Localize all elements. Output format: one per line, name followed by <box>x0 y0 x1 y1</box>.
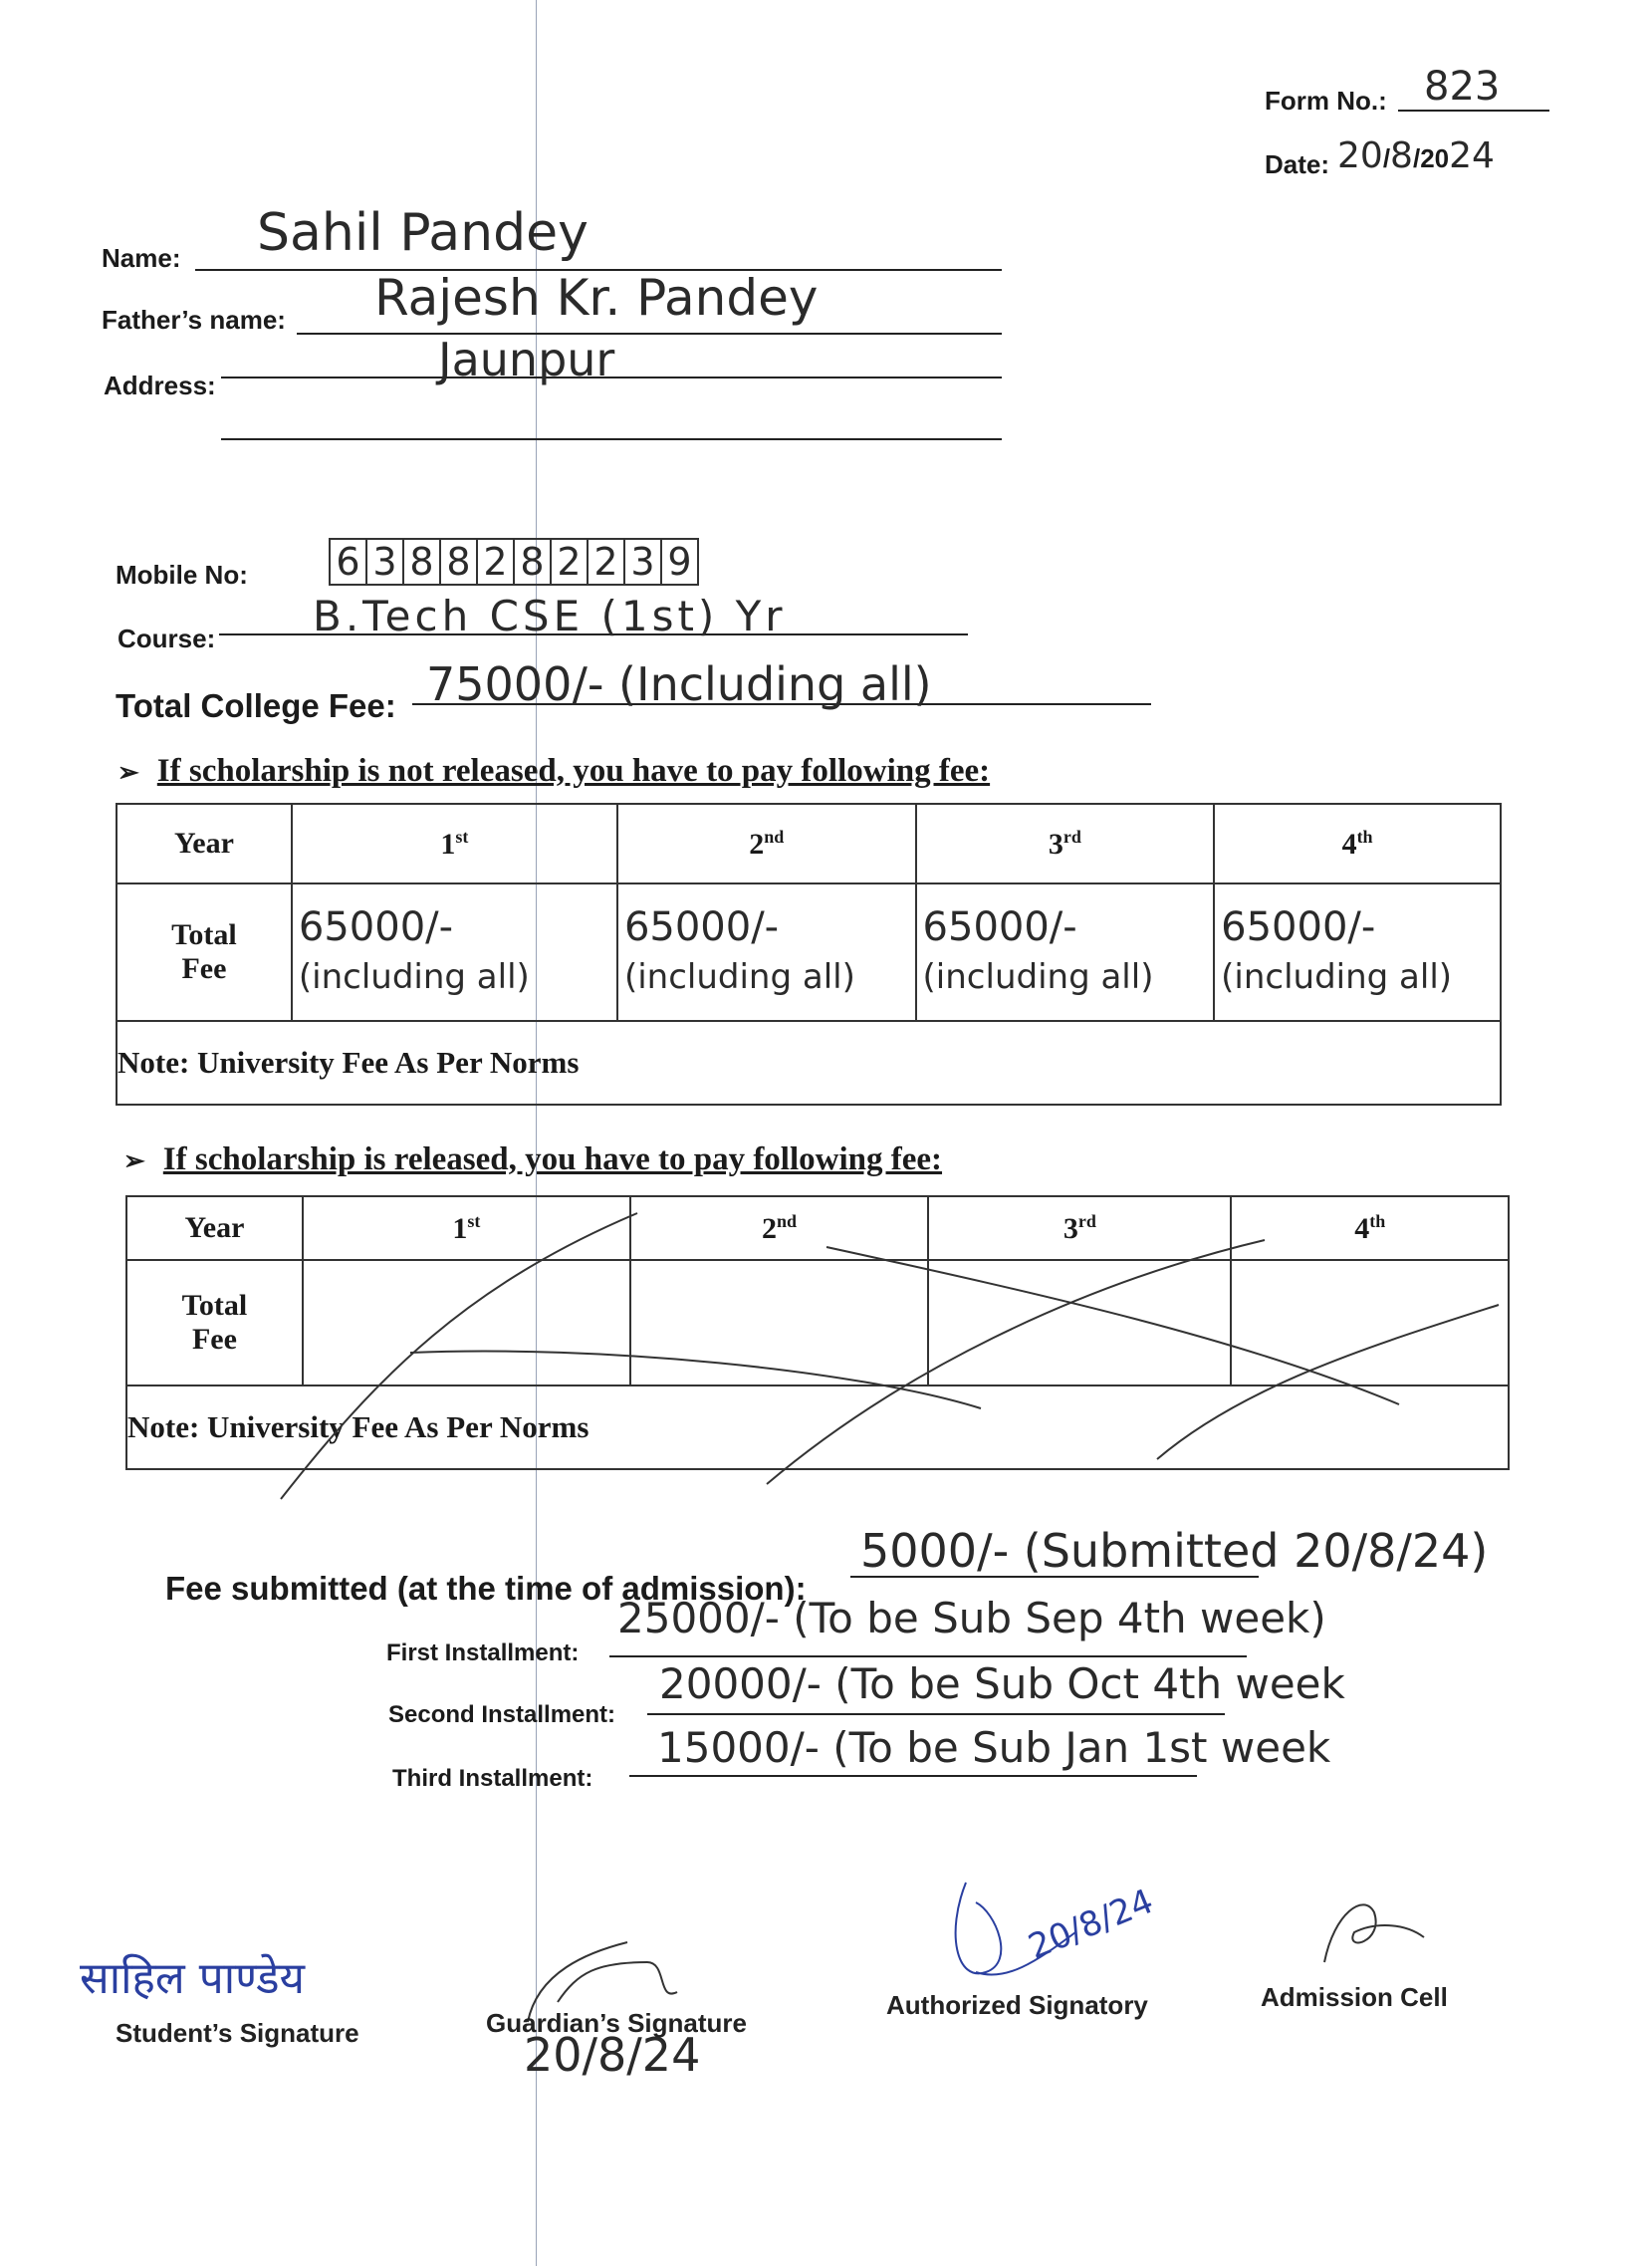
fee-cell-year-3: 65000/- (including all) <box>916 883 1215 1021</box>
second-installment-label: Second Installment: <box>388 1701 616 1728</box>
released-heading: ➢ If scholarship is released, you have to pay following fee: <box>123 1141 943 1177</box>
address-value: Jaunpur <box>438 333 615 386</box>
fee-cell-year-4: 65000/- (including all) <box>1214 883 1501 1021</box>
total-fee-row-label: Total Fee <box>117 883 292 1021</box>
authorized-signatory-caption: Authorized Signatory <box>886 1990 1148 2020</box>
mobile-digit: 8 <box>404 540 441 584</box>
date-month: 8 <box>1390 135 1413 176</box>
mobile-digit: 8 <box>441 540 478 584</box>
year-col-1: 1st <box>292 804 617 883</box>
year-col-1: 1st <box>303 1196 630 1260</box>
form-no-label: Form No.: <box>1265 86 1387 116</box>
fee-cell-year-2: 65000/- (including all) <box>617 883 916 1021</box>
third-installment-label: Third Installment: <box>392 1765 593 1792</box>
year-header: Year <box>126 1196 303 1260</box>
strike-stroke <box>767 1240 1265 1484</box>
university-fee-note: Note: University Fee As Per Norms <box>117 1021 1501 1105</box>
date-label: Date: <box>1265 149 1330 179</box>
total-fee-value: 75000/- (Including all) <box>426 657 932 711</box>
year-col-4: 4th <box>1214 804 1501 883</box>
mobile-label: Mobile No: <box>116 560 248 590</box>
authorized-signature-date: 20/8/24 <box>1023 1881 1159 1968</box>
name-value: Sahil Pandey <box>257 203 589 263</box>
date-value: 20 / 8 / 20 24 <box>1337 135 1495 176</box>
mobile-digit: 8 <box>515 540 552 584</box>
admission-cell-caption: Admission Cell <box>1261 1982 1448 2012</box>
not-released-heading: ➢ If scholarship is not released, you have to pay following fee: <box>118 753 991 789</box>
course-label: Course: <box>118 624 216 653</box>
date-century: 20 <box>1420 143 1450 173</box>
mobile-digit: 3 <box>367 540 404 584</box>
father-name-value: Rajesh Kr. Pandey <box>374 269 819 327</box>
guardian-signature-date: 20/8/24 <box>524 2028 701 2082</box>
name-label: Name: <box>102 243 181 273</box>
form-no-value: 823 <box>1424 64 1501 110</box>
mobile-digit: 2 <box>552 540 589 584</box>
year-col-3: 3rd <box>928 1196 1231 1260</box>
date-year: 24 <box>1449 135 1495 176</box>
third-installment-value: 15000/- (To be Sub Jan 1st week <box>657 1723 1331 1772</box>
mobile-digit: 3 <box>625 540 662 584</box>
guardian-signature-caption: Guardian’s Signature <box>486 2008 747 2038</box>
strike-stroke <box>1157 1305 1499 1459</box>
year-col-3: 3rd <box>916 804 1215 883</box>
year-col-2: 2nd <box>617 804 916 883</box>
address-label: Address: <box>104 371 216 400</box>
first-installment-value: 25000/- (To be Sub Sep 4th week) <box>617 1594 1326 1642</box>
father-name-label: Father’s name: <box>102 305 286 335</box>
university-fee-note: Note: University Fee As Per Norms <box>126 1385 1509 1469</box>
fee-cell-year-1: 65000/- (including all) <box>292 883 617 1021</box>
total-fee-label: Total College Fee: <box>116 687 396 724</box>
second-installment-value: 20000/- (To be Sub Oct 4th week <box>659 1659 1345 1708</box>
mobile-digit: 6 <box>331 540 367 584</box>
arrow-bullet-icon: ➢ <box>118 758 139 787</box>
arrow-bullet-icon: ➢ <box>123 1146 145 1175</box>
fee-submitted-value: 5000/- (Submitted 20/8/24) <box>860 1524 1489 1578</box>
strike-stroke <box>281 1213 637 1499</box>
year-header: Year <box>117 804 292 883</box>
mobile-digit: 9 <box>667 540 692 584</box>
admission-cell-signature-mark <box>1304 1883 1454 1982</box>
year-col-4: 4th <box>1231 1196 1509 1260</box>
mobile-digit: 2 <box>589 540 625 584</box>
student-signature-caption: Student’s Signature <box>116 2018 359 2048</box>
year-col-2: 2nd <box>630 1196 928 1260</box>
mobile-digit: 2 <box>478 540 515 584</box>
student-signature: साहिल पाण्डेय <box>80 1953 306 2004</box>
date-day: 20 <box>1337 135 1383 176</box>
fee-submitted-label: Fee submitted (at the time of admission): <box>165 1570 807 1607</box>
course-value: B.Tech CSE (1st) Yr <box>313 592 787 640</box>
total-fee-row-label: Total Fee <box>126 1260 303 1385</box>
first-installment-label: First Installment: <box>386 1639 580 1666</box>
strike-stroke <box>410 1352 981 1408</box>
